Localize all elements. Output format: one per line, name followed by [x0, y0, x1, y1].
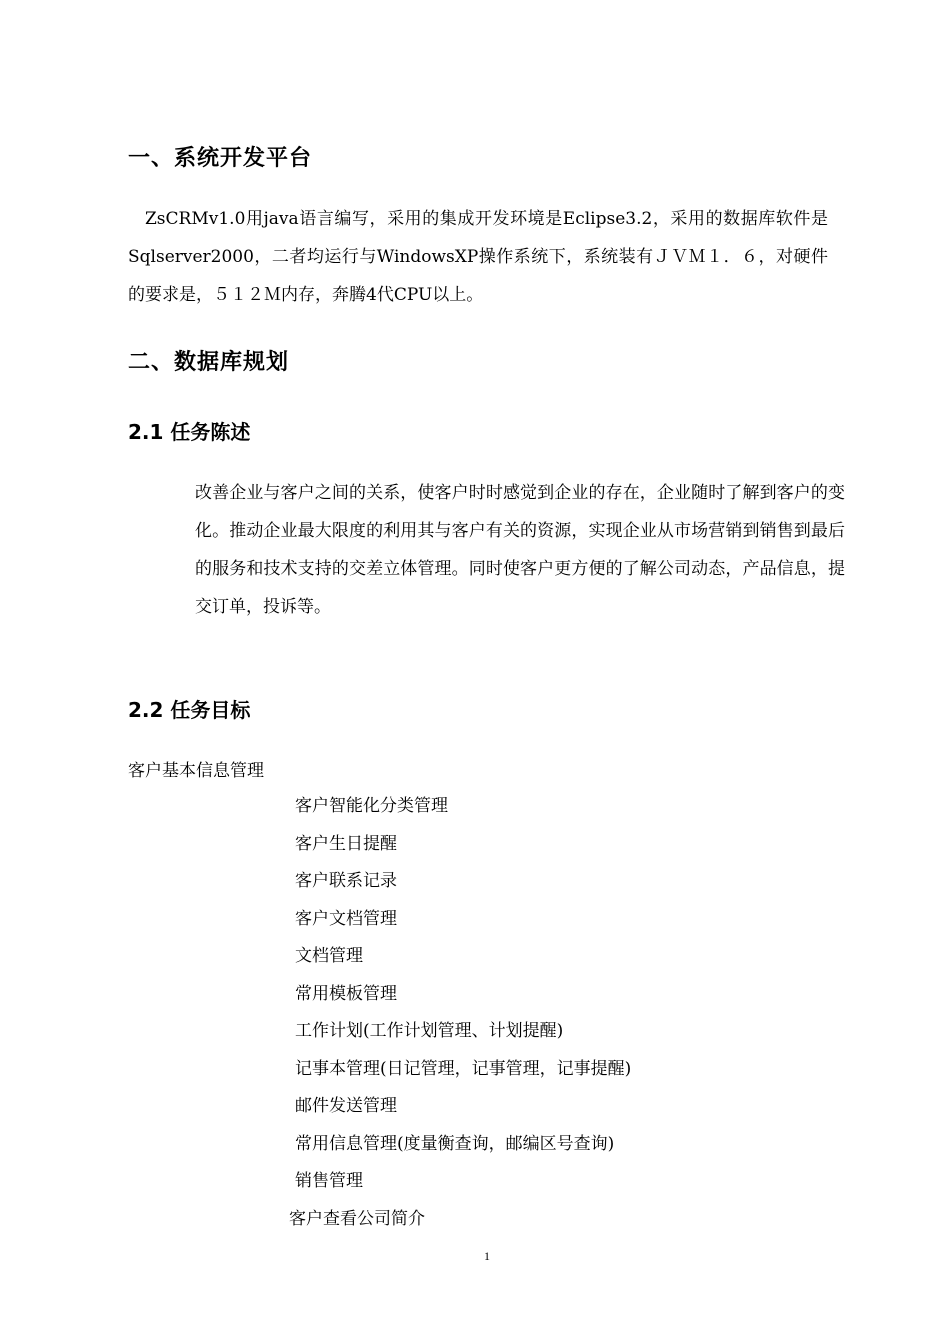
section-2-1-heading: 2.1 任务陈述: [128, 420, 251, 444]
goal-item: 常用信息管理(度量衡查询，邮编区号查询): [295, 1133, 615, 1154]
goal-item: 客户文档管理: [295, 908, 397, 929]
section-2-2-heading: 2.2 任务目标: [128, 698, 251, 722]
goal-item: 客户智能化分类管理: [295, 796, 448, 816]
page-number: 1: [484, 1249, 490, 1263]
goal-item: 记事本管理(日记管理，记事管理，记事提醒): [295, 1058, 632, 1079]
goals-list: [289, 788, 632, 1238]
goal-item: 销售管理: [295, 1171, 363, 1191]
goal-item: 客户查看公司简介: [289, 1208, 425, 1229]
goals-title: 客户基本信息管理: [128, 761, 264, 781]
section-1-heading: 一、系统开发平台: [128, 146, 313, 171]
section-2-heading: 二、数据库规划: [128, 350, 290, 375]
goal-item: 文档管理: [295, 946, 363, 966]
goal-item: 常用模板管理: [295, 983, 397, 1004]
goal-item: 客户生日提醒: [295, 833, 397, 854]
goal-item: 邮件发送管理: [295, 1096, 397, 1116]
section-1-paragraph: ZsCRMv1.0用java语言编写，采用的集成开发环境是Eclipse3.2，采用的数据库软件是Sqlserver2000，二者均运行与WindowsXP操作系统下，系统装有ＪＶＭ１．６，对硬件的要求是，５１２Ｍ内存，奔腾4代CPU以上。: [128, 209, 828, 305]
goal-item: 客户联系记录: [295, 871, 397, 891]
goal-item: 工作计划(工作计划管理、计划提醒): [295, 1021, 564, 1041]
section-2-1-paragraph: 改善企业与客户之间的关系，使客户时时感觉到企业的存在，企业随时了解到客户的变化。推动企业最大限度的利用其与客户有关的资源，实现企业从市场营销到销售到最后的服务和技术支持的交差立体管理。同时使客户更方便的了解公司动态，产品信息，提交订单，投诉等。: [195, 483, 845, 617]
